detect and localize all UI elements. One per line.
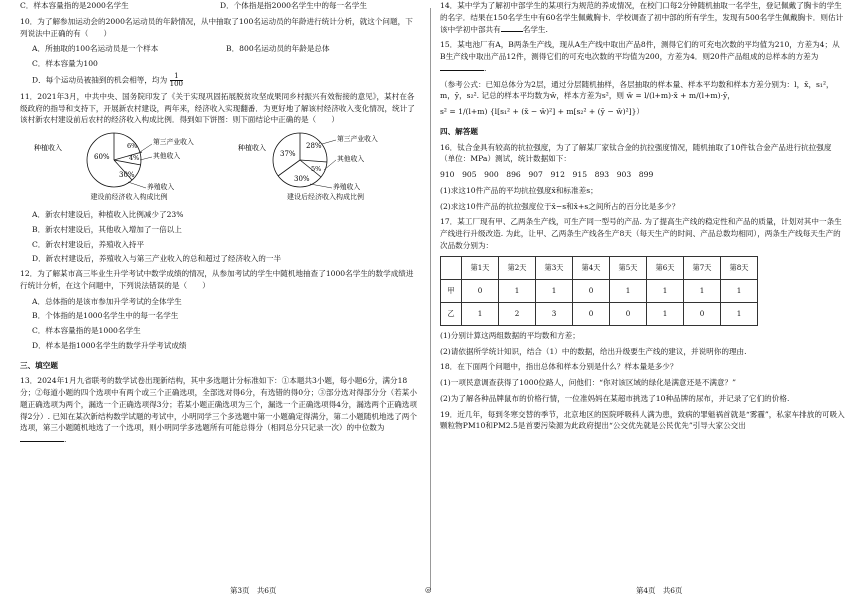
q11-option-a: A．新农村建设后，种植收入比例减少了23% [32,209,184,219]
q16-stem: 16．钛合金具有较高的抗拉强度，为了了解某厂家钛合金的抗拉强度情况，随机抽取了10件钛合金产品进行抗拉强度（单位：MPa）测试，统计数据如下： [440,142,832,164]
q10-stem: 10．为了解参加运动会的2000名运动员的年龄情况，从中抽取了100名运动员的年龄进行统计分析，就这个问题，下列说法中正确的有（ ） [20,16,413,38]
q14-answer-blank[interactable] [501,31,523,32]
table-cell: 1 [684,279,721,302]
table-row [441,302,758,325]
q16-part1: (1)求这10件产品的平均抗拉强度x̄和标准差s； [440,185,598,195]
q9-options-cd [20,0,420,12]
table-cell: 0 [684,302,721,325]
q11-option-b: B．新农村建设后，其他收入增加了一倍以上 [32,224,182,234]
pie-after-chart [238,130,413,192]
q14-text: 14．某中学为了解初中部学生的某项行为规范的养成情况，在校门口每2分钟随机抽取一名学生，登记佩戴了胸卡的学生的名字．结果在150名学生中有60名学生佩戴胸卡．学校调查了初中部的所有学生，发现有500名学生佩戴胸卡．则估计该中学初中部共有 [440,1,844,34]
section-fill-in-heading: 三、填空题 [20,360,58,370]
q12-stem: 12．为了解某市高三毕业生升学考试中数学成绩的情况，从参加考试的学生中随机地抽查了1000名学生的数学成绩进行统计分析，在这个问题中，下列说法错误的是（ ） [20,269,414,290]
table-row [441,279,758,302]
q14 [440,0,845,35]
pie-before-plant-pct: 60% [94,153,110,162]
fraction-denominator: 100 [169,79,183,88]
q10-option-d-text: D．每个运动员被抽到的机会相等，均为 [32,75,168,85]
pie-after-breed-label: 养殖收入 [333,183,361,192]
q16-data: 910 905 900 896 907 912 915 893 903 899 [440,170,654,180]
table-cell: 3 [536,302,573,325]
q13-text: 13．2024年1月九省联考的数学试卷出现新结构，其中多选题计分标准如下：①本题共3小题，每小题6分，满分18分；②每道小题的四个选项中有两个或三个正确选项，全部选对得6分，有选错的得0分；③部分选对得部分分（若某小题正确选项为两个，漏选一个正确选项得3分；若某小题正确选项为三个，漏选一个正确选项得4分，漏选两个正确选项得2分）. 已知在某次新结构数学试题的考试中，小明同学三个多选题中第一小题确定得满分，第二小题随机地选了两个选项，第三小题随机地选了一个选项，则小明同学多选题所有可能总得分（相同总分只记录一次）的中位数为 [20,376,417,433]
pie-before-block [34,130,224,203]
pie-after-breed-pct: 30% [294,175,310,184]
q17-part1: (1)分别计算这两组数据的平均数和方差； [440,330,580,340]
q15-reference: （参考公式：已知总体分为2层，通过分层随机抽样，各层抽取的样本量、样本平均数和样本方差分别为：l，x̄，s₁²，m，ȳ，s₂². 记总的样本平均数为w̄，样本方差为s²，则 w̄ = l/(l+m)·x̄ + m/(l+m)·ȳ， [440,79,834,101]
q18-stem: 18．在下面两个问题中，指出总体和样本分别是什么？样本量是多少？ [440,362,678,372]
table-header-cell: 第2天 [499,256,536,279]
q10-options-ab [32,43,420,55]
table-header-cell: 第4天 [573,256,610,279]
q12-option-b: B．个体指的是1000名学生中的每一名学生 [32,311,179,321]
pie-after-other-pct: 5% [311,165,322,174]
q15-answer-blank[interactable] [440,70,484,71]
pie-after-third-pct: 28% [306,142,322,151]
left-column [20,0,420,450]
q19-stem: 19．近几年，每到冬寒交替的季节，北京地区的医院呼吸科人满为患，致病的罪魁祸首就是“雾霾”，私家车排放的可吸入颗粒物PM10和PM2.5是首要污染源为此政府提出“公交优先就是公民优先”引导大家公交出 [440,409,845,431]
table-cell: 2 [499,302,536,325]
q16-part2: (2)求这10件产品的抗拉强度位于x̄−s和x̄+s之间所占的百分比是多少？ [440,201,680,211]
table-cell: 1 [462,302,499,325]
pie-after-plant-pct: 37% [280,150,296,159]
table-header-cell: 第6天 [647,256,684,279]
table-row-label: 乙 [441,302,462,325]
table-cell: 1 [647,279,684,302]
table-header-cell: 第1天 [462,256,499,279]
q15 [440,39,845,74]
table-header-cell: 第7天 [684,256,721,279]
pie-before-third-label: 第三产业收入 [153,138,194,147]
q10-option-c: C．样本容量为100 [32,59,98,69]
pie-after-plant-label: 种植收入 [238,144,266,153]
q12-option-a: A．总体指的是该市参加升学考试的全体学生 [32,296,182,306]
q13-end: . [64,435,67,445]
pie-before-other-pct: 4% [129,154,140,163]
pie-before-caption: 建设前经济收入构成比例 [90,193,168,202]
table-cell: 0 [462,279,499,302]
section-answer-heading: 四、解答题 [440,126,478,136]
q10-option-d [32,73,420,88]
pie-after-block [238,130,413,203]
pie-before-plant-label: 种植收入 [34,144,62,153]
fraction-numerator: 1 [170,73,183,81]
q15-text: 15．某电池厂有A，B两条生产线，现从A生产线中取出产品8件，测得它们的可充电次数的平均值为210，方差为4；从B生产线中取出产品12件，测得它们的可充电次数的平均值为200，方差为4．则20件产品组成的总样本的方差为 [440,40,840,62]
defects-table [440,256,758,326]
pie-after-caption: 建设后经济收入构成比例 [287,193,364,202]
table-cell: 1 [536,279,573,302]
pie-before-chart [34,130,224,192]
table-cell: 1 [647,302,684,325]
q15-variance-formula: s² = 1/(l+m) {l[s₁² + (x̄ − w̄)²] + m[s₂² + (ȳ − w̄)²]}） [440,107,645,117]
fraction-1-100 [170,73,183,88]
q12-option-d: D．样本是指1000名学生的数学升学考试成绩 [32,340,187,350]
table-header-cell: 第5天 [610,256,647,279]
table-row-label: 甲 [441,279,462,302]
q11-stem: 11．2021年3月，中共中央、国务院印发了《关于实现巩固拓展脱贫攻坚成果同乡村振兴有效衔接的意见》，某村在各级政府的指导和支持下，开展新农村建设，两年来，经济收入实现翻番．为更好地了解该村经济收入变化情况，统计了该村新农村建设前后农村的经济收入构成比例．得到如下饼图：则下面结论中正确的是（ ） [20,91,415,125]
table-header-row [441,256,758,279]
pie-before-breed-pct: 30% [119,171,135,180]
pie-after-third-label: 第三产业收入 [337,135,378,144]
q9-option-c: C．样本容量指的是2000名学生 [20,1,129,10]
center-mark-icon: ◎ [425,585,432,594]
pie-after-other-label: 其他收入 [337,155,365,164]
right-column [440,0,845,436]
pie-before-breed-label: 养殖收入 [147,183,175,192]
table-cell: 1 [610,279,647,302]
table-cell: 0 [610,302,647,325]
table-cell: 1 [499,279,536,302]
q11-option-d: D．新农村建设后，养殖收入与第三产业收入的总和超过了经济收入的一半 [32,254,282,264]
table-header-cell: 第3天 [536,256,573,279]
table-corner-cell [441,256,462,279]
q10-option-b: B．800名运动员的年龄是总体 [226,44,330,54]
page-number-right: 第4页 共6页 [636,586,683,595]
pie-before-third-pct: 6% [127,142,138,151]
table-cell: 0 [573,279,610,302]
q17-stem: 17．某工厂现有甲、乙两条生产线，可生产同一型号的产品. 为了提高生产线的稳定性和产品的质量，计划对其中一条生产线进行升级改造. 为此，让甲、乙两条生产线各生产8天（每天生产的时间、产品总数均相同），两条生产线每天生产的次品数分别为： [440,217,842,251]
q18-part2: (2)为了解各种品牌鼠布的价格行情，一位准妈妈在某超市挑选了10种品牌的尿布，并记录了它们的价格. [440,393,790,403]
q11-option-c: C．新农村建设后，养殖收入持平 [32,239,145,249]
table-cell: 0 [573,302,610,325]
q18-part1: (1)一项民意调查获得了1000位路人，问他们：“你对该区域的绿化是满意还是不满意？” [440,378,737,388]
q13-answer-blank[interactable] [20,441,64,442]
table-cell: 1 [721,279,758,302]
q17-part2: (2)请依据所学统计知识，结合（1）中的数据，给出升级要生产线的建议，并说明你的理由. [440,346,747,356]
q15-end: . [484,63,487,73]
q14-end: 名学生. [522,24,548,34]
q9-option-d: D．个体指是指2000名学生中的每一名学生 [220,1,367,10]
q12-option-c: C．样本容量指的是1000名学生 [32,326,141,336]
table-cell: 1 [721,302,758,325]
table-header-cell: 第8天 [721,256,758,279]
q10-option-a: A．所抽取的100名运动员是一个样本 [32,44,159,54]
pie-charts [34,130,420,203]
q13 [20,375,420,446]
column-divider [430,8,431,590]
page-number-left: 第3页 共6页 [230,586,277,595]
pie-before-other-label: 其他收入 [153,152,181,161]
